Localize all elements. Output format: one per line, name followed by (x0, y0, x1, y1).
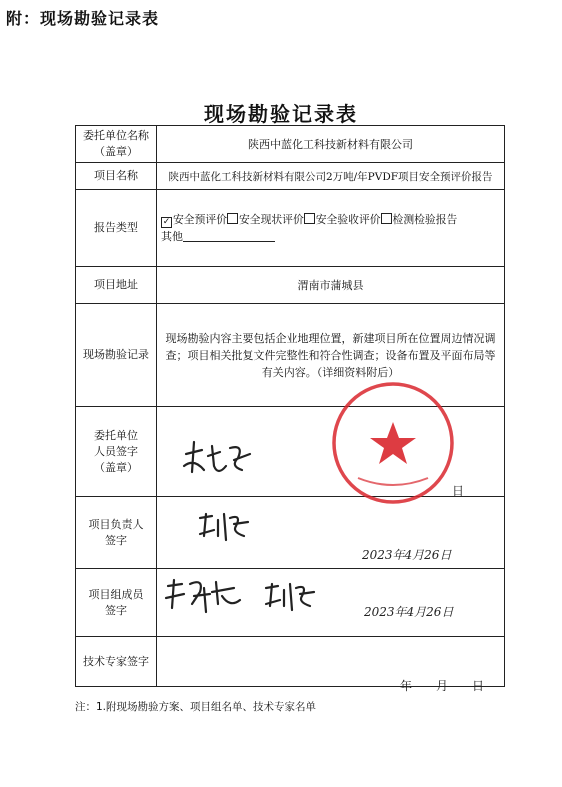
team-member-signature-1 (164, 574, 246, 618)
value-project-name: 陕西中蓝化工科技新材料有限公司2万吨/年PVDF项目安全预评价报告 (157, 163, 505, 190)
checkbox-icon (304, 213, 315, 224)
label-client-signature-text: 委托单位 人员签字 （盖章） (94, 428, 138, 474)
page-header: 附：现场勘验记录表 (6, 9, 160, 28)
seal-band (358, 478, 428, 485)
report-type-options (161, 211, 500, 228)
option-acceptance-evaluation[interactable] (304, 213, 381, 226)
checkbox-icon (381, 213, 392, 224)
label-expert-signature: 技术专家签字 (76, 637, 157, 687)
label-team-members (76, 569, 157, 637)
official-seal-icon (330, 380, 456, 506)
option-status-evaluation[interactable] (227, 213, 304, 226)
row-report-type (76, 190, 505, 267)
label-client-unit-text: 委托单位名称 （盖章） (83, 129, 149, 158)
label-survey-record: 现场勘验记录 (76, 304, 157, 407)
checked-checkbox-icon: ✓ (162, 217, 171, 227)
label-client-signature (76, 407, 157, 497)
footnote: 注：1.附现场勘验方案、项目组名单、技术专家名单 (75, 701, 317, 713)
row-project-name (76, 163, 505, 190)
option-label: 安全预评价 (173, 213, 227, 226)
label-client-unit (76, 126, 157, 163)
label-report-type: 报告类型 (76, 190, 157, 267)
value-survey-record: 现场勘验内容主要包括企业地理位置，新建项目所在位置周边情况调查；项目相关批复文件完整性和符合性调查；设备布置及平面布局等有关内容。（详细资料附后） (157, 304, 505, 407)
team-members-date: 2023年4月26日 (364, 605, 454, 619)
label-project-address: 项目地址 (76, 267, 157, 304)
client-handwritten-signature (180, 436, 260, 480)
row-client-unit (76, 126, 505, 163)
project-leader-date: 2023年4月26日 (362, 548, 452, 562)
value-report-type (157, 190, 505, 267)
label-project-name: 项目名称 (76, 163, 157, 190)
checkbox-icon (227, 213, 238, 224)
row-project-address (76, 267, 505, 304)
option-inspection-report[interactable] (381, 213, 458, 226)
option-pre-evaluation[interactable] (161, 213, 227, 226)
other-label: 其他 (161, 230, 183, 243)
client-signature-date-suffix: 日 (452, 484, 465, 498)
option-label: 安全验收评价 (315, 213, 381, 226)
project-leader-handwritten-signature (196, 510, 256, 544)
other-input-line[interactable] (183, 231, 275, 242)
value-client-unit: 陕西中蓝化工科技新材料有限公司 (157, 126, 505, 163)
label-project-leader (76, 497, 157, 569)
seal-star (370, 422, 416, 464)
value-project-address: 渭南市蒲城县 (157, 267, 505, 304)
option-label: 安全现状评价 (238, 213, 304, 226)
team-member-signature-2 (262, 580, 326, 614)
option-label: 检测检验报告 (392, 213, 458, 226)
expert-signature-date: 年 月 日 (400, 679, 485, 693)
label-team-members-text: 项目组成员 签字 (88, 587, 144, 617)
report-type-other (161, 228, 500, 245)
label-project-leader-text: 项目负责人 签字 (88, 517, 144, 547)
document-title: 现场勘验记录表 (204, 102, 358, 126)
